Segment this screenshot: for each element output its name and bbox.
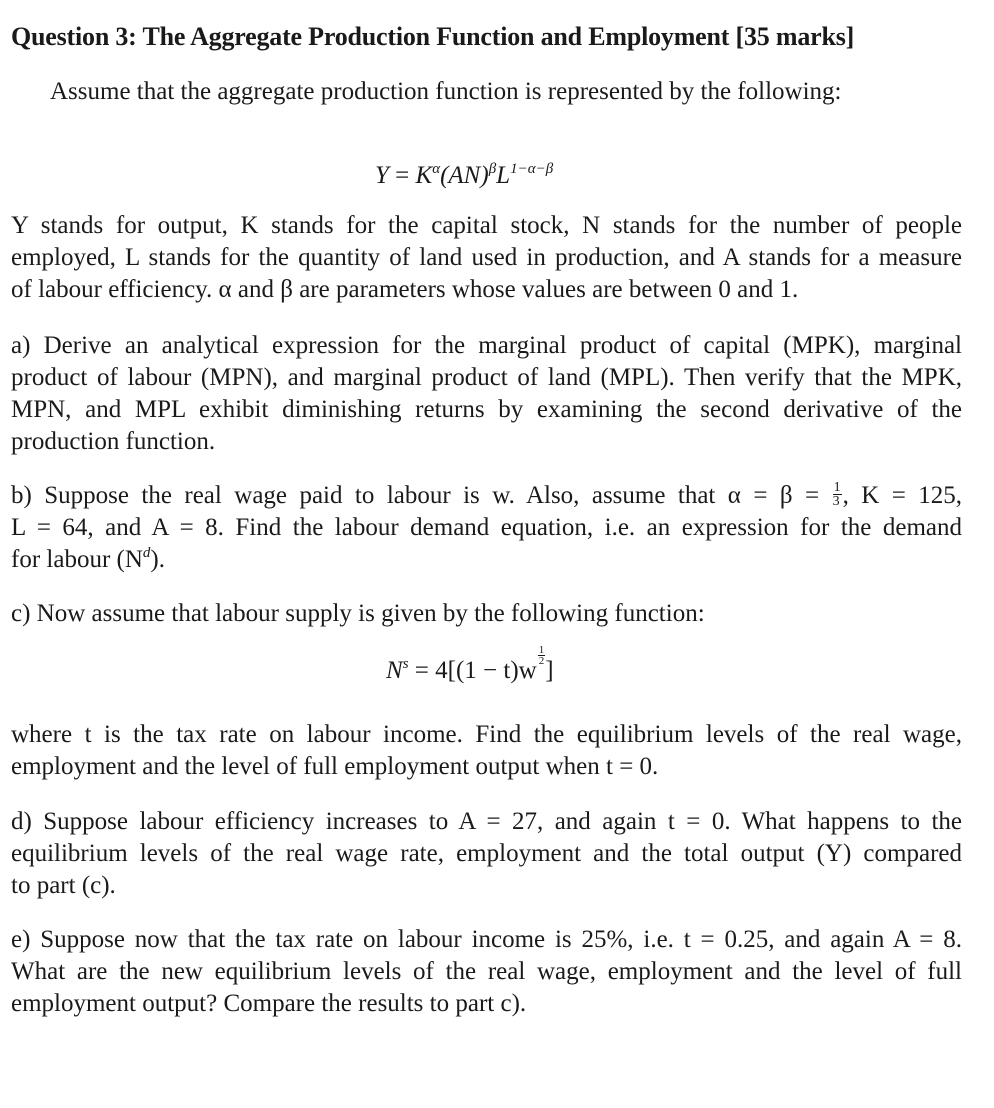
part-d-line: equilibrium levels of the real wage rate, employment and the total output (Y) compared: [11, 840, 962, 867]
fraction-one-third: [833, 481, 842, 508]
definitions-paragraph: [11, 210, 962, 306]
part-b-line3-end: ).: [150, 546, 165, 573]
eq-land-exponent: 1−α−β: [510, 161, 554, 177]
part-d-paragraph: [11, 806, 962, 902]
eq-labour-term: (AN): [440, 162, 489, 189]
part-e-paragraph: [11, 924, 962, 1020]
part-e-line: employment output? Compare the results to part c).: [11, 990, 527, 1017]
part-a-line: production function.: [11, 428, 216, 455]
part-b-line1-end: , K = 125,: [842, 482, 963, 509]
part-a-line: MPN, and MPL exhibit diminishing returns by examining the second derivative of the: [11, 396, 962, 423]
part-c-line: employment and the level of full employment output when t = 0.: [11, 753, 659, 780]
part-c-paragraph: [11, 719, 962, 783]
part-c-line: where t is the tax rate on labour income. Find the equilibrium levels of the real wage,: [11, 721, 962, 748]
part-b-line1-text: b) Suppose the real wage paid to labour is w. Also, assume that α = β =: [11, 482, 832, 509]
question-heading: Question 3: The Aggregate Production Function and Employment [35 marks]: [11, 22, 855, 51]
part-c-intro: [11, 598, 962, 630]
exponent-numerator: 1: [538, 644, 545, 656]
part-b-line: L = 64, and A = 8. Find the labour demand equation, i.e. an expression for the demand: [11, 514, 962, 541]
part-b-line: [11, 544, 962, 579]
part-b-line3-text: for labour (N: [11, 546, 143, 573]
eq-output-symbol: Y: [375, 162, 389, 189]
labour-demand-superscript: d: [142, 545, 151, 561]
eq-supply-body: = 4[(1 − t)w: [408, 657, 537, 684]
labour-supply-equation: [386, 644, 554, 685]
exponent-denominator: 2: [538, 655, 545, 667]
definitions-line: of labour efficiency. α and β are parameters whose values are between 0 and 1.: [11, 276, 799, 303]
eq-supply-symbol: N: [386, 657, 403, 684]
eq-half-exponent: [538, 645, 546, 666]
fraction-denominator: 3: [832, 493, 840, 509]
part-d-line: to part (c).: [11, 872, 116, 899]
part-e-line: e) Suppose now that the tax rate on labour income is 25%, i.e. t = 0.25, and again A = 8.: [11, 926, 962, 953]
eq-supply-close: ]: [545, 657, 554, 684]
part-a-line: product of labour (MPN), and marginal product of land (MPL). Then verify that the MPK,: [11, 364, 962, 391]
part-d-line: d) Suppose labour efficiency increases to A = 27, and again t = 0. What happens to the: [11, 808, 962, 835]
definitions-line: Y stands for output, K stands for the capital stock, N stands for the number of people: [11, 212, 962, 239]
part-e-line: What are the new equilibrium levels of the real wage, employment and the level of full: [11, 958, 962, 985]
part-b-paragraph: [11, 480, 962, 579]
question-intro: Assume that the aggregate production function is represented by the following:: [50, 78, 842, 105]
eq-equals: =: [388, 162, 416, 189]
eq-capital-symbol: K: [415, 162, 433, 189]
eq-supply-superscript: s: [402, 656, 409, 672]
eq-capital-exponent: α: [432, 161, 441, 177]
eq-labour-exponent: β: [488, 161, 497, 177]
production-function-equation: [375, 162, 553, 190]
part-a-line: a) Derive an analytical expression for the marginal product of capital (MPK), marginal: [11, 332, 962, 359]
definitions-line: employed, L stands for the quantity of land used in production, and A stands for a measure: [11, 244, 962, 271]
part-c-intro-line: c) Now assume that labour supply is given by the following function:: [11, 600, 705, 627]
fraction-numerator: 1: [833, 479, 841, 495]
part-a-paragraph: [11, 330, 962, 458]
eq-land-symbol: L: [496, 162, 511, 189]
part-b-line: [11, 480, 962, 512]
